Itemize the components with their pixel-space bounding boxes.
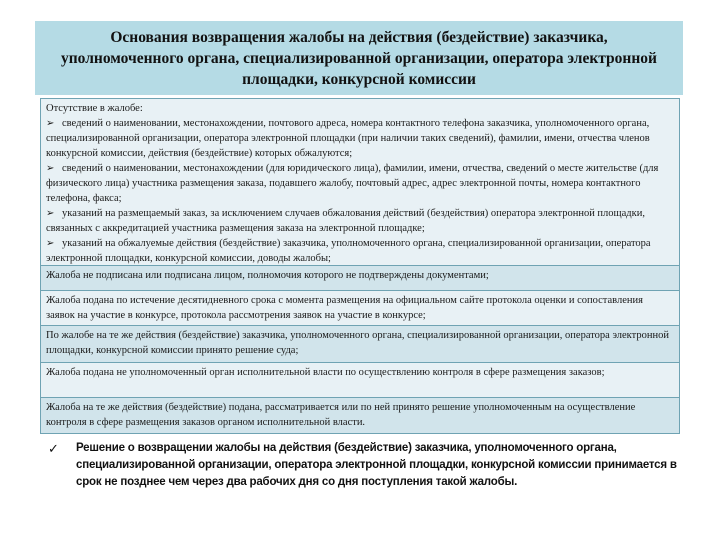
arrow-bullet-icon: ➢ [46, 238, 55, 249]
list-item: ➢ сведений о наименовании, местонахождении (для юридического лица), фамилии, имени, отчества, сведений о месте жительстве (для физического лица) участника размещения заказа, подавшего жалобу, почтовый адрес, адрес электронной почты, номера контактного телефона, факса; [46, 163, 659, 204]
grounds-row-wrong-authority: Жалоба подана не уполномоченный орган исполнительной власти по осуществлению контроля в сфере размещения заказов; [41, 363, 679, 398]
grounds-row-absence [41, 99, 679, 266]
grounds-table [40, 98, 680, 434]
list-item: ➢ сведений о наименовании, местонахождении, почтового адреса, номера контактного телефона заказчика, уполномоченного органа, специализированной организации, оператора электронной площадки (при наличии таких сведений), фамилии, имени, отчества членов конкурсной комиссии, действия (бездействие) которых обжалуются; [46, 118, 650, 159]
grounds-row-duplicate: Жалоба на те же действия (бездействие) подана, рассматривается или по ней принято решение уполномоченным на осуществление контроля в сфере размещения заказов органом исполнительной власти. [41, 398, 679, 433]
list-item: ➢ указаний на размещаемый заказ, за исключением случаев обжалования действий (бездействия) оператора электронной площадки, связанных с аккредитацией участника размещения заказа на электронной площадке; [46, 208, 645, 234]
checkmark-icon: ✓ [48, 441, 59, 456]
arrow-bullet-icon: ➢ [46, 118, 55, 129]
list-item: ➢ указаний на обжалуемые действия (бездействие) заказчика, уполномоченного органа, специализированной организации, оператора электронной площадки, конкурсной комиссии, доводы жалобы; [46, 238, 651, 264]
arrow-bullet-icon: ➢ [46, 208, 55, 219]
title-banner [35, 21, 683, 95]
grounds-row-unsigned: Жалоба не подписана или подписана лицом, полномочия которого не подтверждены документами; [41, 266, 679, 291]
decision-note [48, 440, 688, 491]
page-title: Основания возвращения жалобы на действия (бездействие) заказчика, уполномоченного органа, специализированной организации, оператора электронной площадки, конкурсной комиссии [61, 28, 657, 88]
arrow-bullet-icon: ➢ [46, 163, 55, 174]
decision-note-text: Решение о возвращении жалобы на действия (бездействие) заказчика, уполномоченного органа, специализированной организации, оператора электронной площадки, конкурсной комиссии принимается в срок не позднее чем через два рабочих дня со дня поступления такой жалобы. [76, 442, 677, 488]
grounds-row-court-decision: По жалобе на те же действия (бездействие) заказчика, уполномоченного органа, специализированной организации, оператора электронной площадки, конкурсной комиссии принято решение суда; [41, 326, 679, 363]
grounds-row-deadline: Жалоба подана по истечение десятидневного срока с момента размещения на официальном сайте протокола оценки и сопоставления заявок на участие в конкурсе, протокола рассмотрения заявок на участие в конкурсе; [41, 291, 679, 326]
absence-heading: Отсутствие в жалобе: [46, 103, 143, 114]
